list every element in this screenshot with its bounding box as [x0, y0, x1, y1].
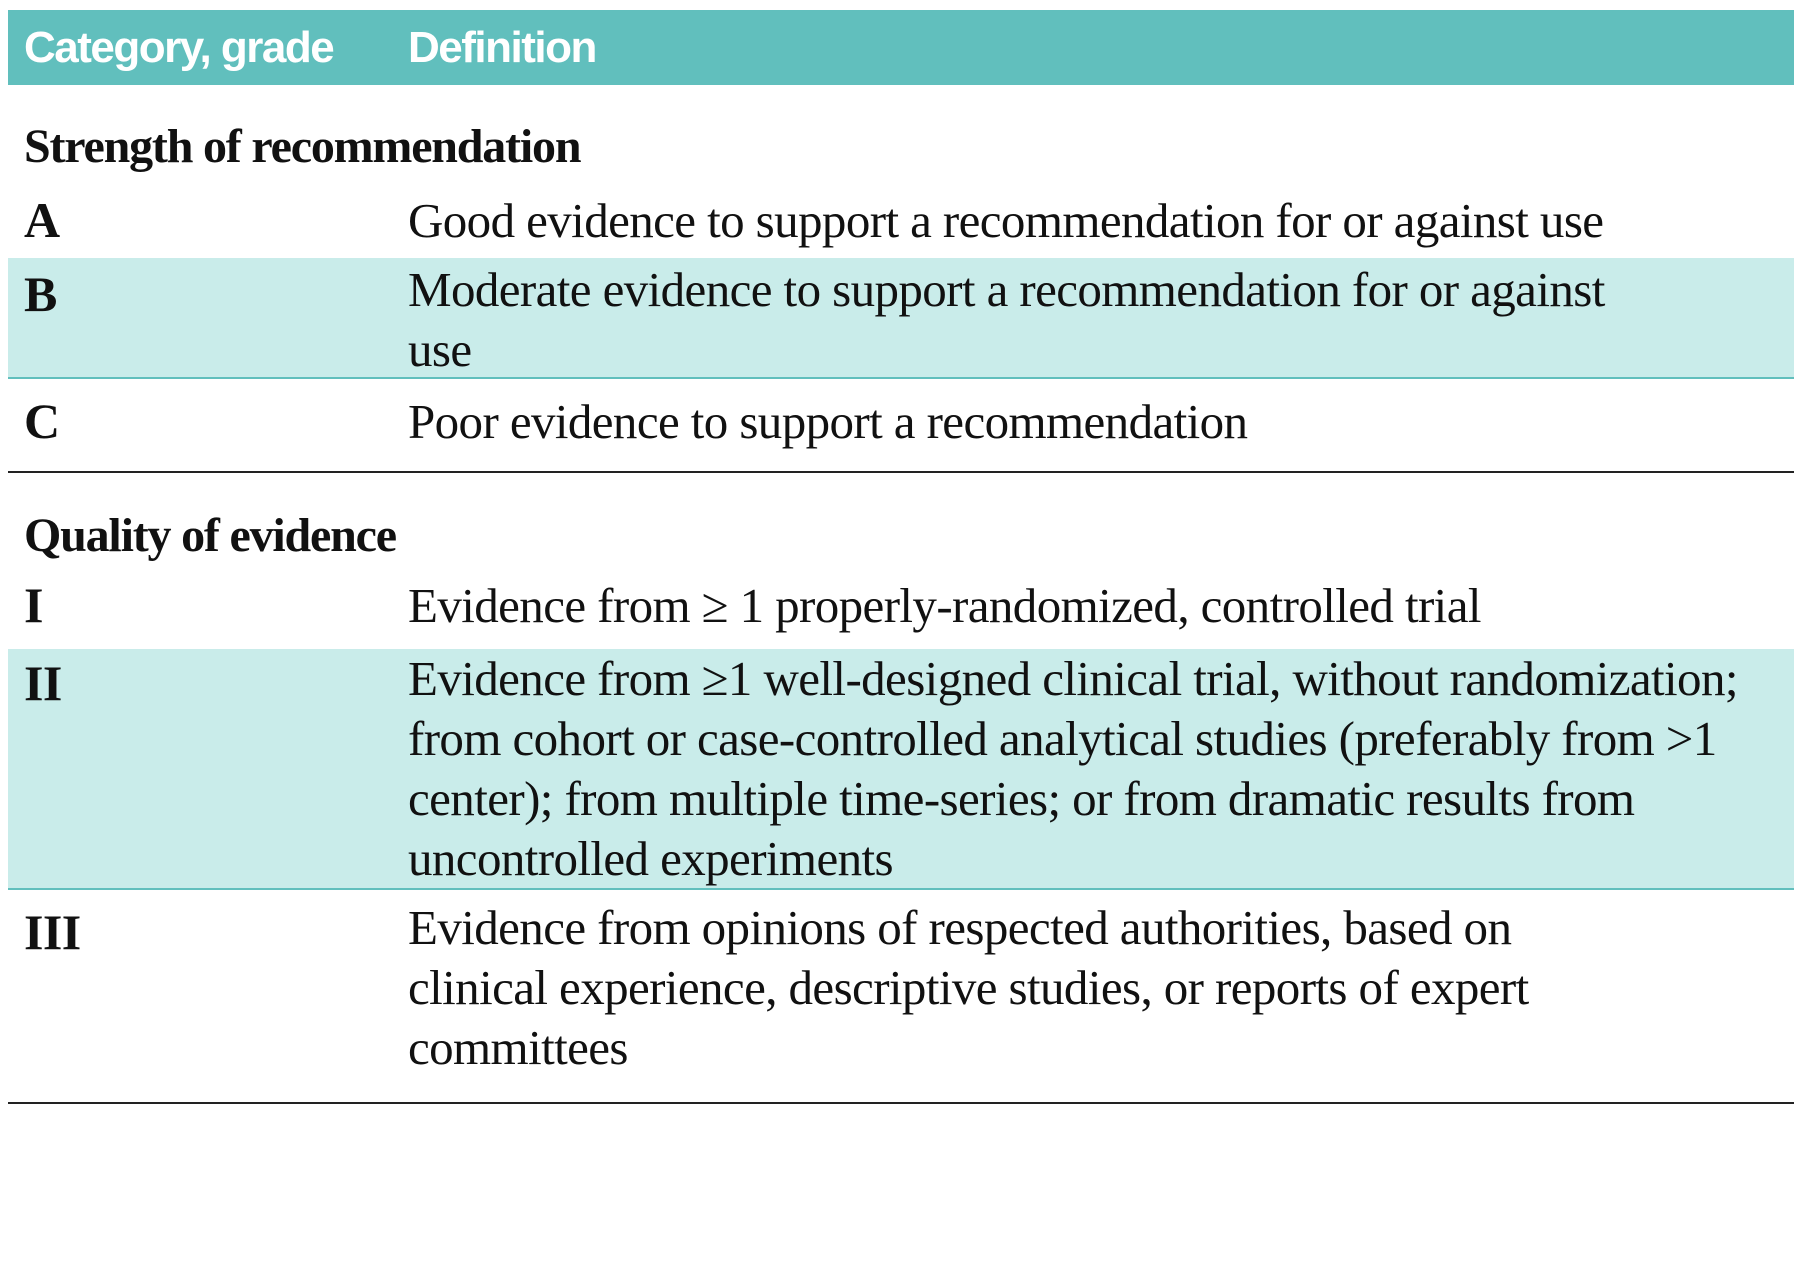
table-row [8, 258, 1794, 379]
table-bottom-rule [8, 1102, 1794, 1104]
header-definition: Definition [408, 22, 596, 72]
section-title-quality: Quality of evidence [24, 509, 396, 562]
grade-cell: I [24, 577, 43, 633]
definition-cell: Evidence from ≥1 well-designed clinical trial, without randomization; from cohort or case-controlled analytical studies (preferably from >1 center); from multiple time-series; or from dramatic results from uncontrolled experiments [408, 651, 1738, 886]
definition-cell: Evidence from ≥ 1 properly-randomized, controlled trial [408, 578, 1481, 633]
evidence-grading-table [8, 10, 1794, 1104]
grade-cell: III [24, 904, 81, 960]
table-row [8, 379, 1794, 471]
table-row [8, 180, 1794, 258]
grade-cell: A [24, 192, 60, 248]
table-header [8, 10, 1794, 85]
definition-cell: Poor evidence to support a recommendation [408, 394, 1248, 449]
grade-cell: C [24, 393, 60, 449]
definition-cell: Moderate evidence to support a recommendation for or against use [408, 262, 1605, 377]
table-row [8, 649, 1794, 890]
section-title-strength: Strength of recommendation [24, 120, 581, 173]
definition-cell: Evidence from opinions of respected authorities, based on clinical experience, descriptive studies, or reports of expert committees [408, 900, 1529, 1075]
grade-cell: II [24, 655, 62, 711]
header-category-grade: Category, grade [24, 22, 334, 72]
definition-cell: Good evidence to support a recommendation for or against use [408, 193, 1604, 248]
grade-cell: B [24, 266, 57, 322]
table-row [8, 890, 1794, 1102]
table-row [8, 569, 1794, 649]
